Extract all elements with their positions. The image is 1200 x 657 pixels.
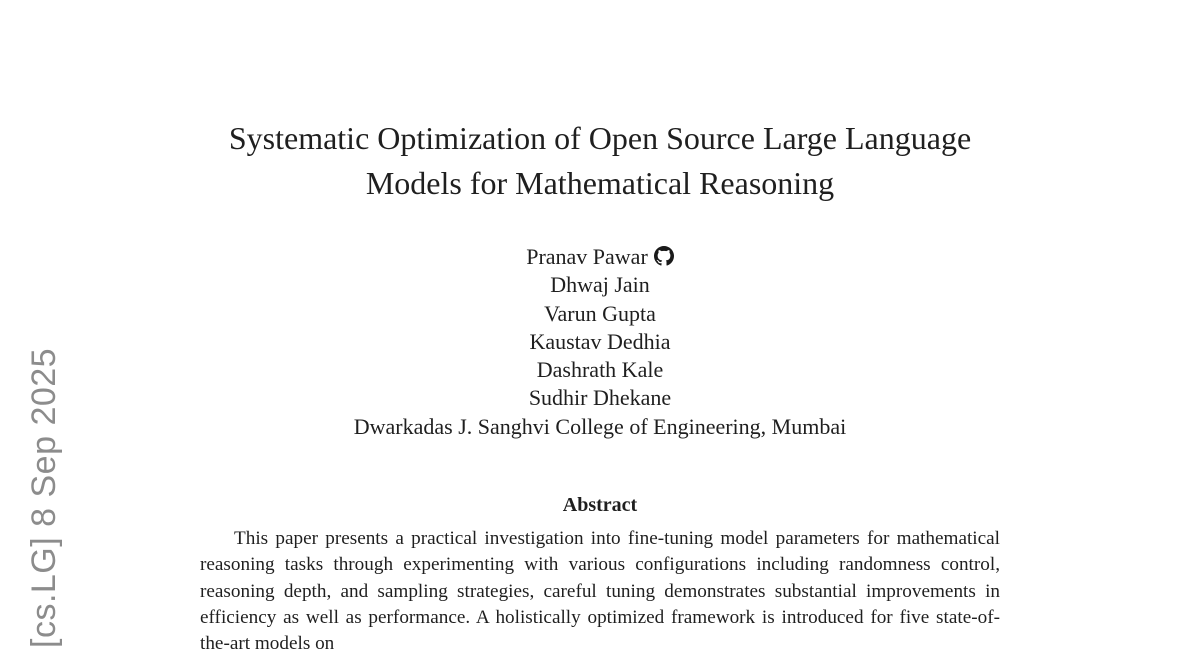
author-name: Dashrath Kale	[536, 357, 664, 383]
author-name: Kaustav Dedhia	[529, 328, 671, 354]
title-line: Systematic Optimization of Open Source Large Language	[228, 120, 972, 156]
author-name: Dhwaj Jain	[550, 272, 650, 298]
author-block	[200, 243, 1000, 441]
author-name: Varun Gupta	[544, 300, 656, 326]
author-name: Sudhir Dhekane	[528, 385, 672, 411]
author-line	[200, 243, 1000, 271]
arxiv-stamp-text: [cs.LG] 8 Sep 2025	[25, 347, 63, 648]
affiliation: Dwarkadas J. Sanghvi College of Engineering, Mumbai	[353, 413, 847, 439]
github-icon[interactable]	[654, 246, 674, 266]
author-name: Pranav Pawar	[526, 244, 648, 269]
arxiv-side-stamp	[19, 0, 79, 648]
title-line: Models for Mathematical Reasoning	[365, 165, 835, 201]
abstract-text: This paper presents a practical investigation into fine-tuning model parameters for mathematical reasoning tasks through experimenting with various configurations including randomness control, reasoning depth, and sampling strategies, careful tuning demonstrates substantial improvements in efficiency as well as performance. A holistically optimized framework is introduced for five state-of-the-art models on	[200, 528, 1000, 655]
abstract-heading: Abstract	[562, 494, 638, 516]
paper-title	[150, 116, 1050, 206]
